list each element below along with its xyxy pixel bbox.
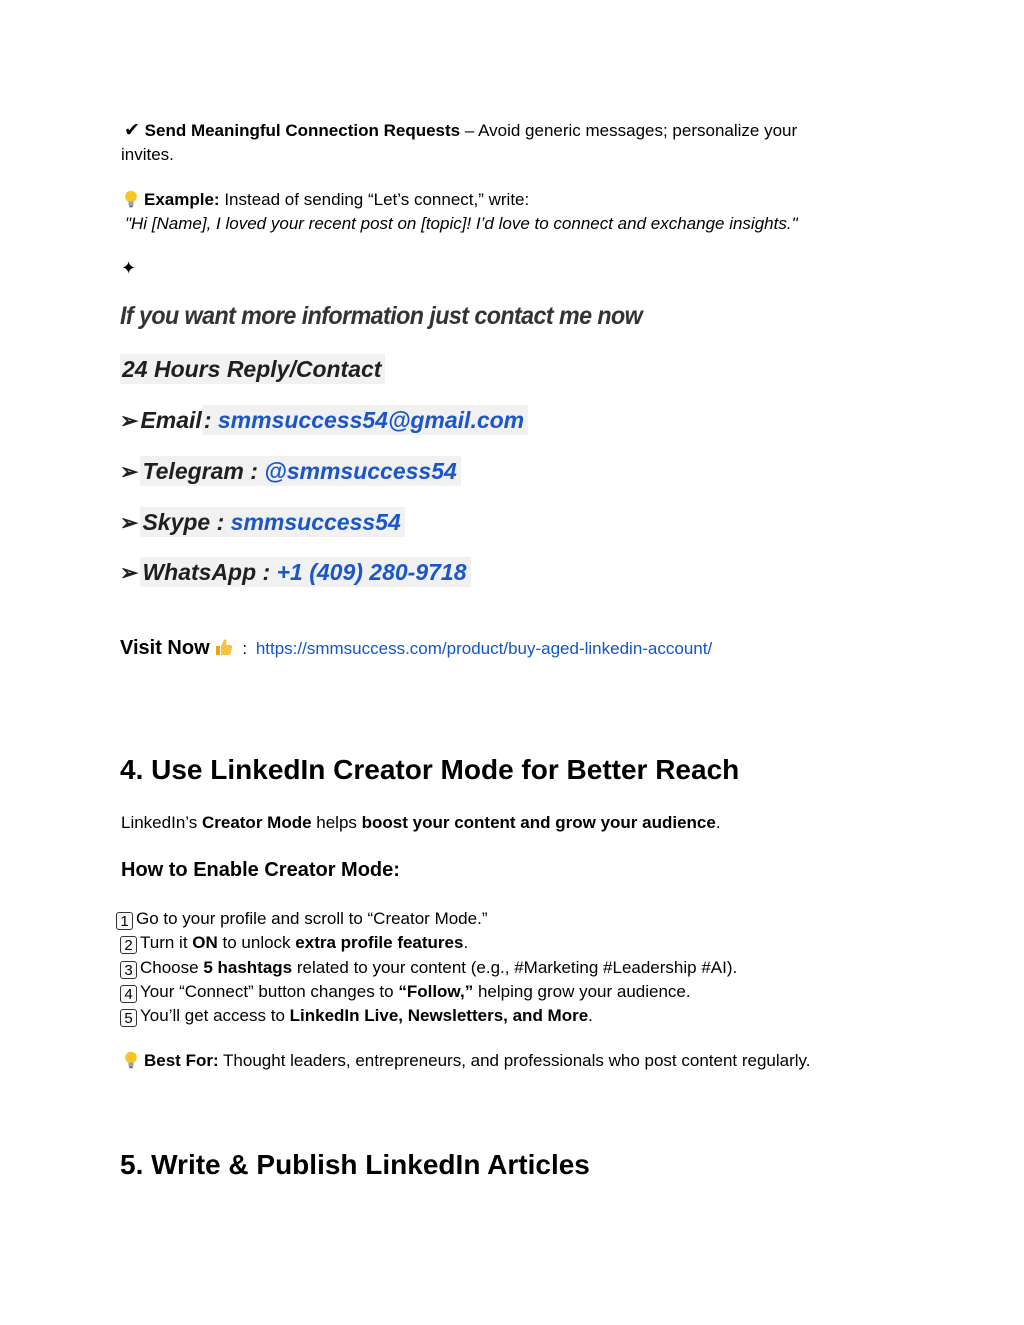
keycap-5-icon: 5 (120, 1009, 137, 1027)
arrow-icon: ➢ (120, 459, 139, 484)
step-2 (120, 931, 468, 955)
example-label: Example: (144, 190, 220, 209)
keycap-4-icon: 4 (120, 985, 137, 1003)
step-text: . (463, 933, 469, 952)
step-3 (120, 956, 737, 980)
connection-request-line (124, 119, 797, 143)
telegram-link[interactable]: @smmsuccess54 (264, 458, 457, 484)
section-5-title: 5. Write & Publish LinkedIn Articles (120, 1149, 590, 1180)
example-text: Instead of sending “Let’s connect,” write: (219, 190, 530, 209)
connection-request-text: – Avoid generic messages; personalize your (460, 121, 798, 140)
keycap-2-icon: 2 (120, 936, 137, 954)
skype-label: Skype : (142, 509, 231, 535)
email-link[interactable]: smmsuccess54@gmail.com (217, 407, 525, 433)
lightbulb-icon (124, 1051, 138, 1069)
section-4-title: 4. Use LinkedIn Creator Mode for Better Reach (120, 754, 740, 785)
telegram-label: Telegram : (142, 458, 265, 484)
keycap-3-icon: 3 (120, 961, 137, 979)
intro-bold-creator-mode: Creator Mode (201, 813, 312, 832)
step-text: Choose (140, 958, 204, 977)
whatsapp-label: WhatsApp : (142, 559, 277, 585)
arrow-icon: ➢ (120, 510, 139, 535)
email-line (120, 407, 528, 434)
step-text: . (588, 1006, 593, 1025)
whatsapp-line (120, 559, 471, 586)
arrow-icon: ➢ (120, 408, 139, 433)
step-text: Go to your profile and scroll to “Creator Mode.” (136, 909, 488, 928)
connection-request-continued: invites. (121, 145, 174, 164)
step-bold: 5 hashtags (203, 958, 293, 977)
skype-link[interactable]: smmsuccess54 (230, 509, 401, 535)
skype-line (120, 509, 405, 536)
intro-bold-boost: boost your content and grow your audience (361, 813, 716, 832)
email-label: Email (140, 407, 202, 433)
telegram-line (120, 458, 461, 485)
visit-label: Visit Now (120, 637, 210, 659)
best-for-text: Thought leaders, entrepreneurs, and professionals who post content regularly. (218, 1051, 811, 1070)
whatsapp-link[interactable]: +1 (409) 280-9718 (276, 559, 467, 585)
best-for-label: Best For: (144, 1051, 219, 1070)
check-icon: ✔ (124, 120, 140, 141)
step-text: helping grow your audience. (473, 982, 691, 1001)
step-text: Your “Connect” button changes to (140, 982, 399, 1001)
arrow-icon: ➢ (120, 560, 139, 585)
intro-text: LinkedIn’s (121, 813, 202, 832)
step-bold: LinkedIn Live, Newsletters, and More (289, 1006, 589, 1025)
reply-text: 24 Hours Reply/Contact (120, 354, 385, 384)
connection-request-title: Send Meaningful Connection Requests (144, 121, 461, 140)
visit-separator: : (237, 639, 252, 658)
visit-line (120, 637, 712, 660)
reply-line (120, 356, 385, 383)
enable-creator-mode-heading: How to Enable Creator Mode: (121, 859, 400, 881)
step-bold: ON (192, 933, 218, 952)
visit-url-link[interactable]: https://smmsuccess.com/product/buy-aged-linkedin-account/ (255, 639, 713, 658)
section-4-intro (121, 811, 721, 835)
lightbulb-icon (124, 190, 138, 208)
contact-heading: If you want more information just contact me now (120, 302, 643, 330)
intro-text: . (715, 813, 721, 832)
step-5 (120, 1004, 593, 1028)
step-text: to unlock (217, 933, 296, 952)
keycap-1-icon: 1 (116, 912, 133, 930)
best-for-line (124, 1049, 811, 1073)
sparkle-icon: ✦ (121, 258, 137, 278)
step-bold: “Follow,” (398, 982, 474, 1001)
email-separator: : (203, 407, 218, 433)
thumbs-up-icon (214, 637, 234, 657)
example-quote: "Hi [Name], I loved your recent post on [topic]! I’d love to connect and exchange insights." (125, 214, 798, 233)
intro-text: helps (311, 813, 362, 832)
step-text: related to your content (e.g., #Marketing #Leadership #AI). (292, 958, 738, 977)
step-text: You’ll get access to (140, 1006, 290, 1025)
step-4 (120, 980, 691, 1004)
example-line (124, 188, 529, 212)
step-1 (116, 907, 487, 931)
step-text: Turn it (140, 933, 193, 952)
step-bold: extra profile features (295, 933, 464, 952)
